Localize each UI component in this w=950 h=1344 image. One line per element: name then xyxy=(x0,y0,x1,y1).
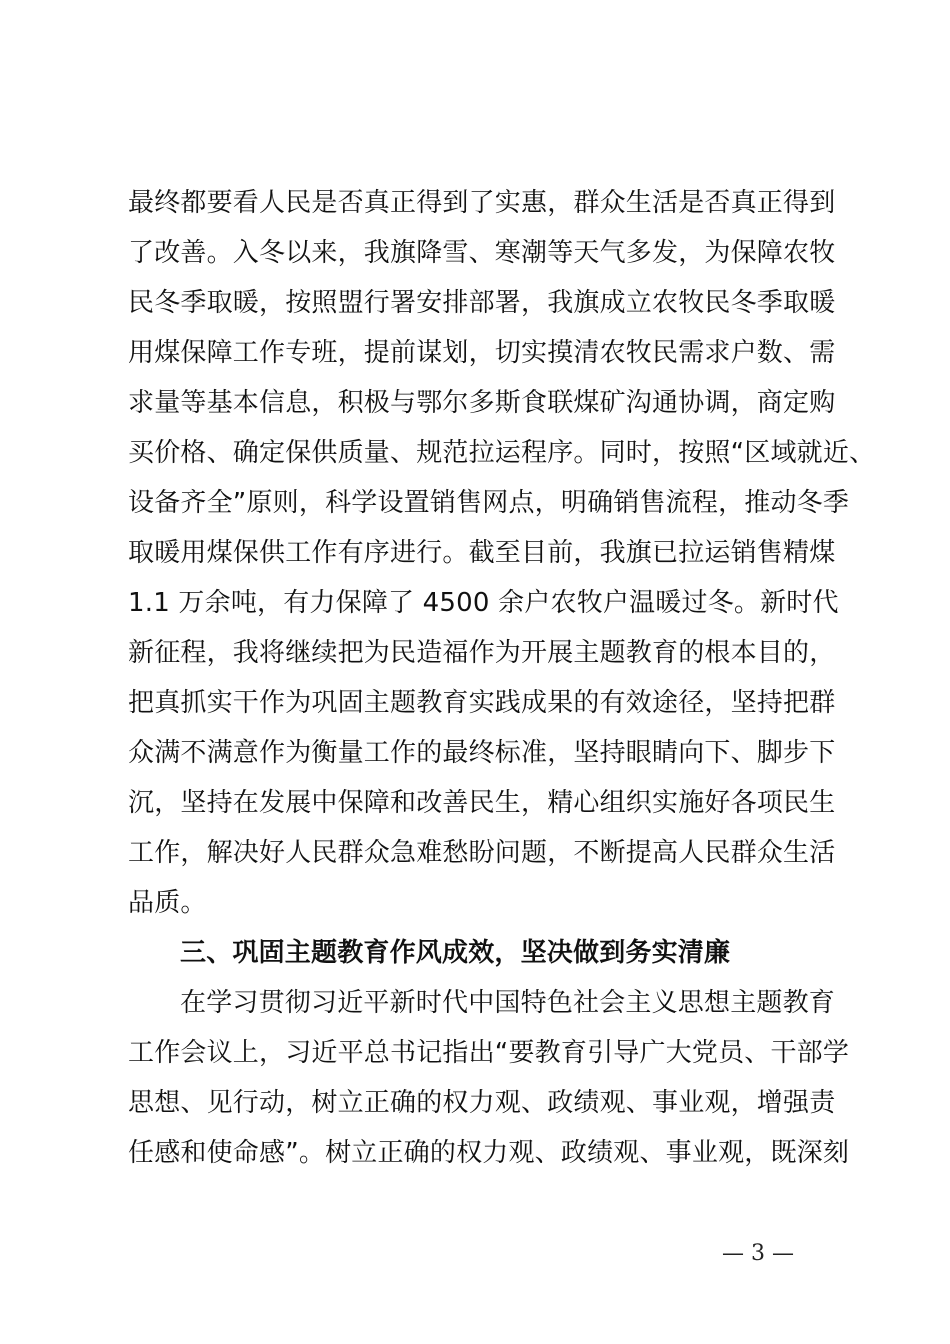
body-text-line: 取暖用煤保供工作有序进行。截至目前，我旗已拉运销售精煤 xyxy=(128,538,836,568)
body-text-line: 工作，解决好人民群众急难愁盼问题，不断提高人民群众生活 xyxy=(128,838,836,868)
body-text-line: 设备齐全”原则，科学设置销售网点，明确销售流程，推动冬季 xyxy=(128,488,850,518)
body-text-line: 买价格、确定保供质量、规范拉运程序。同时，按照“区域就近、 xyxy=(128,438,876,468)
body-text-line: 新征程，我将继续把为民造福作为开展主题教育的根本目的， xyxy=(128,638,836,668)
body-text-line: 最终都要看人民是否真正得到了实惠，群众生活是否真正得到 xyxy=(128,188,836,218)
body-text-line: 思想、见行动，树立正确的权力观、政绩观、事业观，增强责 xyxy=(128,1088,836,1118)
body-text-line: 求量等基本信息，积极与鄂尔多斯食联煤矿沟通协调，商定购 xyxy=(128,388,836,418)
section-heading: 三、巩固主题教育作风成效，坚决做到务实清廉 xyxy=(180,938,731,968)
body-text-line: 沉，坚持在发展中保障和改善民生，精心组织实施好各项民生 xyxy=(128,788,836,818)
body-text-line: 任感和使命感”。树立正确的权力观、政绩观、事业观，既深刻 xyxy=(128,1138,850,1168)
body-text-line: 把真抓实干作为巩固主题教育实践成果的有效途径，坚持把群 xyxy=(128,688,836,718)
body-text-line: 工作会议上，习近平总书记指出“要教育引导广大党员、干部学 xyxy=(128,1038,850,1068)
body-text-line: 品质。 xyxy=(128,888,207,918)
body-text-line: 众满不满意作为衡量工作的最终标准，坚持眼睛向下、脚步下 xyxy=(128,738,836,768)
body-text-line: 在学习贯彻习近平新时代中国特色社会主义思想主题教育 xyxy=(180,988,836,1018)
body-text-line: 用煤保障工作专班，提前谋划，切实摸清农牧民需求户数、需 xyxy=(128,338,836,368)
body-text-line: 民冬季取暖，按照盟行署安排部署，我旗成立农牧民冬季取暖 xyxy=(128,288,836,318)
body-text-line: 了改善。入冬以来，我旗降雪、寒潮等天气多发，为保障农牧 xyxy=(128,238,836,268)
page-number: — 3 — xyxy=(722,1241,794,1266)
body-text-line: 1.1 万余吨，有力保障了 4500 余户农牧户温暖过冬。新时代 xyxy=(128,588,839,618)
